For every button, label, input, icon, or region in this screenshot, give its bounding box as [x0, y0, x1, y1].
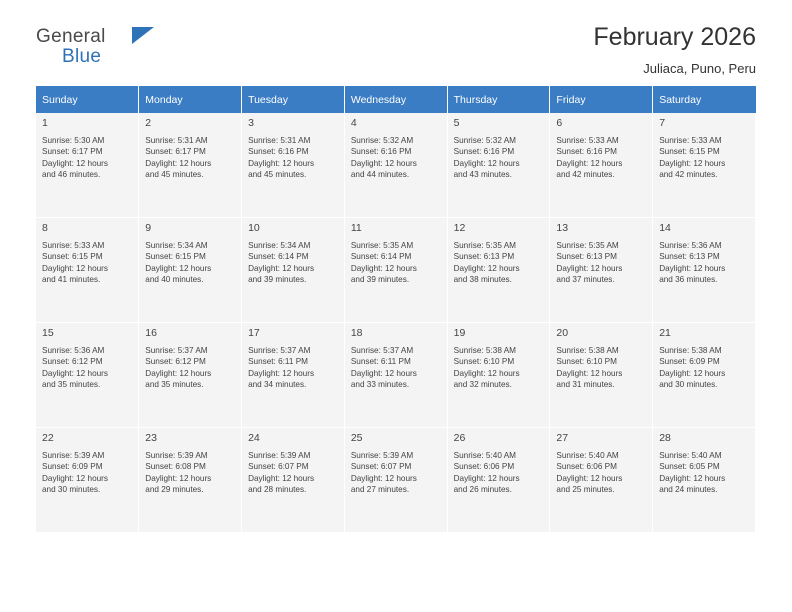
- sunrise-text: Sunrise: 5:33 AM: [556, 136, 619, 145]
- daylight-text-1: Daylight: 12 hours: [145, 158, 212, 168]
- calendar-day-cell[interactable]: [36, 113, 139, 218]
- day-number: 18: [350, 327, 363, 339]
- daylight-text-2: and 37 minutes.: [556, 275, 615, 285]
- calendar-day-cell[interactable]: [139, 113, 242, 218]
- sunrise-text: Sunrise: 5:40 AM: [659, 451, 722, 460]
- calendar-day-cell[interactable]: [653, 428, 756, 533]
- day-number: 7: [659, 117, 666, 129]
- calendar-day-cell[interactable]: [550, 323, 653, 428]
- daylight-text-2: and 35 minutes.: [42, 380, 101, 390]
- daylight-text-2: and 36 minutes.: [659, 275, 718, 285]
- calendar-day-cell[interactable]: [550, 113, 653, 218]
- day-number: 2: [145, 117, 152, 129]
- day-number: 21: [659, 327, 671, 339]
- sunset-text: Sunset: 6:17 PM: [145, 147, 206, 157]
- sunrise-text: Sunrise: 5:34 AM: [248, 241, 311, 250]
- daylight-text-2: and 39 minutes.: [248, 275, 307, 285]
- daylight-text-2: and 45 minutes.: [248, 170, 307, 180]
- logo: [36, 26, 166, 72]
- day-number: 26: [453, 432, 466, 444]
- day-number: 22: [42, 432, 54, 444]
- daylight-text-1: Daylight: 12 hours: [556, 368, 623, 378]
- day-number: 13: [556, 222, 569, 234]
- calendar-day-cell[interactable]: [550, 218, 653, 323]
- daylight-text-2: and 24 minutes.: [659, 485, 718, 495]
- sunset-text: Sunset: 6:07 PM: [350, 462, 412, 472]
- sunrise-text: Sunrise: 5:30 AM: [42, 136, 105, 145]
- daylight-text-1: Daylight: 12 hours: [350, 368, 417, 378]
- sunrise-text: Sunrise: 5:38 AM: [659, 346, 722, 355]
- sunset-text: Sunset: 6:13 PM: [659, 252, 720, 262]
- sunset-text: Sunset: 6:12 PM: [145, 357, 206, 367]
- weekday-header-tuesday: Tuesday: [242, 86, 345, 113]
- calendar-day-cell[interactable]: [139, 323, 242, 428]
- weekday-header-sunday: Sunday: [36, 86, 139, 113]
- sunrise-text: Sunrise: 5:40 AM: [556, 451, 619, 460]
- daylight-text-2: and 30 minutes.: [42, 485, 101, 495]
- daylight-text-1: Daylight: 12 hours: [556, 263, 623, 273]
- daylight-text-1: Daylight: 12 hours: [350, 158, 417, 168]
- page-title: February 2026: [593, 23, 756, 51]
- calendar-week-row: [36, 113, 756, 218]
- day-number: 15: [42, 327, 54, 339]
- day-number: 28: [659, 432, 671, 444]
- sunrise-text: Sunrise: 5:32 AM: [453, 136, 516, 145]
- sunrise-text: Sunrise: 5:31 AM: [248, 136, 311, 145]
- sunrise-text: Sunrise: 5:35 AM: [350, 241, 414, 250]
- location-subtitle: Juliaca, Puno, Peru: [643, 61, 756, 76]
- sunset-text: Sunset: 6:16 PM: [556, 147, 617, 157]
- weekday-header-row: [36, 86, 756, 113]
- daylight-text-2: and 44 minutes.: [350, 170, 410, 180]
- daylight-text-1: Daylight: 12 hours: [556, 473, 623, 483]
- daylight-text-2: and 26 minutes.: [453, 485, 512, 495]
- sunset-text: Sunset: 6:17 PM: [42, 147, 103, 157]
- sunset-text: Sunset: 6:16 PM: [248, 147, 309, 157]
- sunset-text: Sunset: 6:06 PM: [453, 462, 515, 472]
- calendar-day-cell[interactable]: [653, 323, 756, 428]
- calendar-week-row: [36, 323, 756, 428]
- calendar-day-cell[interactable]: [344, 323, 447, 428]
- sunset-text: Sunset: 6:16 PM: [350, 147, 412, 157]
- calendar-day-cell[interactable]: [36, 218, 139, 323]
- sunrise-text: Sunrise: 5:37 AM: [145, 346, 208, 355]
- daylight-text-2: and 46 minutes.: [42, 170, 101, 180]
- daylight-text-1: Daylight: 12 hours: [248, 473, 315, 483]
- logo-text-blue: Blue: [62, 46, 102, 67]
- sunrise-text: Sunrise: 5:38 AM: [556, 346, 619, 355]
- daylight-text-2: and 35 minutes.: [145, 380, 204, 390]
- calendar-week-row: [36, 218, 756, 323]
- calendar-day-cell[interactable]: [242, 323, 345, 428]
- daylight-text-1: Daylight: 12 hours: [248, 158, 315, 168]
- sunset-text: Sunset: 6:15 PM: [659, 147, 720, 157]
- daylight-text-1: Daylight: 12 hours: [248, 368, 315, 378]
- daylight-text-2: and 43 minutes.: [453, 170, 512, 180]
- daylight-text-1: Daylight: 12 hours: [453, 368, 520, 378]
- sunset-text: Sunset: 6:12 PM: [42, 357, 103, 367]
- calendar-day-cell[interactable]: [344, 428, 447, 533]
- daylight-text-1: Daylight: 12 hours: [248, 263, 315, 273]
- day-number: 16: [145, 327, 157, 339]
- calendar-day-cell[interactable]: [447, 218, 550, 323]
- weekday-header-thursday: Thursday: [447, 86, 550, 113]
- weekday-header-friday: Friday: [550, 86, 653, 113]
- day-number: 23: [145, 432, 157, 444]
- daylight-text-1: Daylight: 12 hours: [659, 158, 726, 168]
- sunrise-text: Sunrise: 5:33 AM: [659, 136, 722, 145]
- daylight-text-1: Daylight: 12 hours: [453, 158, 520, 168]
- sunset-text: Sunset: 6:13 PM: [453, 252, 515, 262]
- daylight-text-1: Daylight: 12 hours: [42, 263, 108, 273]
- sunset-text: Sunset: 6:14 PM: [248, 252, 309, 262]
- day-number: 27: [556, 432, 569, 444]
- daylight-text-2: and 25 minutes.: [556, 485, 615, 495]
- day-number: 20: [556, 327, 569, 339]
- sunrise-text: Sunrise: 5:35 AM: [453, 241, 516, 250]
- sunrise-text: Sunrise: 5:39 AM: [350, 451, 414, 460]
- daylight-text-2: and 42 minutes.: [556, 170, 615, 180]
- calendar-day-cell[interactable]: [242, 218, 345, 323]
- daylight-text-2: and 30 minutes.: [659, 380, 718, 390]
- calendar-day-cell[interactable]: [344, 113, 447, 218]
- sunset-text: Sunset: 6:10 PM: [556, 357, 617, 367]
- daylight-text-1: Daylight: 12 hours: [145, 263, 212, 273]
- calendar-day-cell[interactable]: [36, 323, 139, 428]
- daylight-text-2: and 33 minutes.: [350, 380, 410, 390]
- day-number: 5: [453, 117, 460, 129]
- daylight-text-2: and 27 minutes.: [350, 485, 410, 495]
- daylight-text-2: and 38 minutes.: [453, 275, 512, 285]
- sunrise-text: Sunrise: 5:40 AM: [453, 451, 516, 460]
- daylight-text-1: Daylight: 12 hours: [453, 263, 520, 273]
- sunset-text: Sunset: 6:10 PM: [453, 357, 515, 367]
- daylight-text-1: Daylight: 12 hours: [556, 158, 623, 168]
- daylight-text-2: and 41 minutes.: [42, 275, 101, 285]
- calendar-day-cell[interactable]: [36, 428, 139, 533]
- daylight-text-2: and 32 minutes.: [453, 380, 512, 390]
- daylight-text-2: and 34 minutes.: [248, 380, 307, 390]
- sunrise-text: Sunrise: 5:39 AM: [248, 451, 311, 460]
- daylight-text-1: Daylight: 12 hours: [145, 473, 212, 483]
- calendar-day-cell[interactable]: [139, 218, 242, 323]
- sunrise-text: Sunrise: 5:37 AM: [350, 346, 414, 355]
- sunrise-text: Sunrise: 5:34 AM: [145, 241, 208, 250]
- daylight-text-2: and 45 minutes.: [145, 170, 204, 180]
- daylight-text-2: and 29 minutes.: [145, 485, 204, 495]
- calendar-week-row: [36, 428, 756, 533]
- sunset-text: Sunset: 6:15 PM: [42, 252, 103, 262]
- calendar-table: [36, 86, 756, 533]
- sunset-text: Sunset: 6:09 PM: [659, 357, 720, 367]
- calendar-day-cell[interactable]: [447, 428, 550, 533]
- logo-swoosh-icon: [132, 27, 154, 44]
- sunrise-text: Sunrise: 5:31 AM: [145, 136, 208, 145]
- day-number: 11: [350, 222, 362, 234]
- calendar-day-cell[interactable]: [653, 113, 756, 218]
- sunset-text: Sunset: 6:13 PM: [556, 252, 617, 262]
- day-number: 6: [556, 117, 563, 129]
- day-number: 1: [42, 117, 48, 129]
- day-number: 9: [145, 222, 152, 234]
- sunrise-text: Sunrise: 5:35 AM: [556, 241, 619, 250]
- sunset-text: Sunset: 6:15 PM: [145, 252, 206, 262]
- sunrise-text: Sunrise: 5:33 AM: [42, 241, 105, 250]
- calendar-day-cell[interactable]: [447, 113, 550, 218]
- day-number: 10: [248, 222, 260, 234]
- daylight-text-1: Daylight: 12 hours: [42, 473, 108, 483]
- day-number: 12: [453, 222, 466, 234]
- calendar-day-cell[interactable]: [242, 428, 345, 533]
- day-number: 14: [659, 222, 671, 234]
- sunset-text: Sunset: 6:06 PM: [556, 462, 617, 472]
- sunset-text: Sunset: 6:08 PM: [145, 462, 206, 472]
- daylight-text-1: Daylight: 12 hours: [350, 263, 417, 273]
- daylight-text-1: Daylight: 12 hours: [659, 368, 726, 378]
- daylight-text-1: Daylight: 12 hours: [42, 158, 108, 168]
- weekday-header-monday: Monday: [139, 86, 242, 113]
- calendar-day-cell[interactable]: [653, 218, 756, 323]
- sunset-text: Sunset: 6:16 PM: [453, 147, 515, 157]
- page-header: [36, 0, 756, 76]
- sunrise-text: Sunrise: 5:32 AM: [350, 136, 414, 145]
- sunrise-text: Sunrise: 5:39 AM: [145, 451, 208, 460]
- sunset-text: Sunset: 6:14 PM: [350, 252, 412, 262]
- daylight-text-1: Daylight: 12 hours: [42, 368, 108, 378]
- daylight-text-1: Daylight: 12 hours: [145, 368, 212, 378]
- sunrise-text: Sunrise: 5:38 AM: [453, 346, 516, 355]
- daylight-text-1: Daylight: 12 hours: [350, 473, 417, 483]
- calendar-day-cell[interactable]: [344, 218, 447, 323]
- calendar-day-cell[interactable]: [447, 323, 550, 428]
- logo-text-general: General: [36, 26, 106, 47]
- day-number: 19: [453, 327, 466, 339]
- sunrise-text: Sunrise: 5:36 AM: [42, 346, 105, 355]
- daylight-text-1: Daylight: 12 hours: [659, 473, 726, 483]
- sunset-text: Sunset: 6:09 PM: [42, 462, 103, 472]
- sunrise-text: Sunrise: 5:39 AM: [42, 451, 105, 460]
- daylight-text-2: and 28 minutes.: [248, 485, 307, 495]
- daylight-text-2: and 42 minutes.: [659, 170, 718, 180]
- daylight-text-2: and 40 minutes.: [145, 275, 204, 285]
- calendar-day-cell[interactable]: [242, 113, 345, 218]
- daylight-text-1: Daylight: 12 hours: [659, 263, 726, 273]
- sunset-text: Sunset: 6:11 PM: [350, 357, 411, 367]
- day-number: 17: [248, 327, 260, 339]
- sunrise-text: Sunrise: 5:36 AM: [659, 241, 722, 250]
- day-number: 8: [42, 222, 48, 234]
- sunrise-text: Sunrise: 5:37 AM: [248, 346, 311, 355]
- sunset-text: Sunset: 6:11 PM: [248, 357, 308, 367]
- weekday-header-wednesday: Wednesday: [344, 86, 447, 113]
- sunset-text: Sunset: 6:07 PM: [248, 462, 309, 472]
- day-number: 3: [248, 117, 254, 129]
- weekday-header-saturday: Saturday: [653, 86, 756, 113]
- sunset-text: Sunset: 6:05 PM: [659, 462, 720, 472]
- daylight-text-2: and 39 minutes.: [350, 275, 410, 285]
- day-number: 25: [350, 432, 363, 444]
- calendar-day-cell[interactable]: [550, 428, 653, 533]
- day-number: 4: [350, 117, 357, 129]
- daylight-text-1: Daylight: 12 hours: [453, 473, 520, 483]
- daylight-text-2: and 31 minutes.: [556, 380, 615, 390]
- day-number: 24: [248, 432, 260, 444]
- calendar-day-cell[interactable]: [139, 428, 242, 533]
